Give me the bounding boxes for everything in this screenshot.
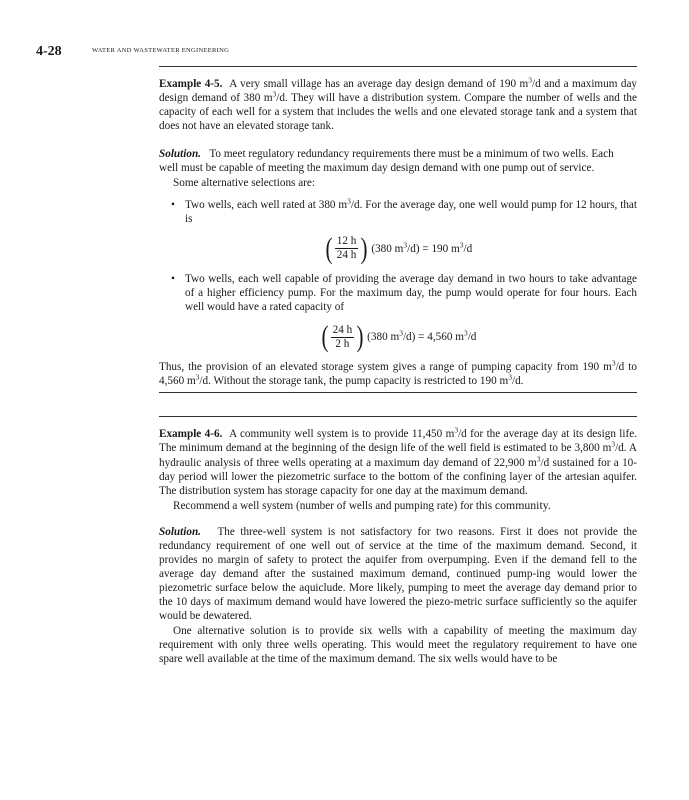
eq1-rest-a: (380 m bbox=[371, 242, 404, 255]
superscript: 3 bbox=[508, 372, 512, 382]
eq1-rest-b: /d) = 190 m bbox=[407, 242, 460, 255]
solution-4-5 bbox=[159, 147, 637, 388]
left-paren: ( bbox=[325, 231, 333, 265]
superscript: 3 bbox=[272, 89, 277, 99]
eq2-rest-a: (380 m bbox=[367, 331, 400, 344]
example-4-5-text-1: A very small village has an average day design demand of 190 m bbox=[229, 78, 529, 90]
fraction-1-numerator: 12 h bbox=[336, 235, 357, 248]
bullet-glyph: • bbox=[171, 198, 175, 211]
example-4-6-text-2: /d for the average day at its design life. The minimum demand at the beginning of the design life of the well field is estimated to be 3,800 m bbox=[159, 428, 637, 455]
example-4-6-statement bbox=[159, 427, 637, 497]
right-paren: ) bbox=[360, 231, 368, 265]
solution-4-6 bbox=[159, 525, 637, 666]
superscript: 3 bbox=[611, 358, 616, 368]
superscript: 3 bbox=[454, 425, 459, 435]
bullet-2-text: Two wells, each well capable of providing the average day demand in two hours to take advantage of a higher efficiency pump. For the maximum day, the pump would operate for four hours. Each well would have a rated capacity of bbox=[185, 272, 637, 314]
superscript: 3 bbox=[611, 439, 616, 449]
bullet-1-text-2: /d. For the average day, one well would pump for 12 hours, that is bbox=[185, 198, 637, 225]
example-4-6-text-4: /d sustained for a 10-day period will lower the piezometric surface to the bottom of the confining layer of the artesian aquifer. The distribution system has storage capacity for one day at the maximum demand. bbox=[159, 456, 637, 497]
conclusion-d: /d. bbox=[511, 375, 524, 388]
fraction-1-denominator: 24 h bbox=[336, 249, 357, 262]
example-4-6 bbox=[159, 417, 637, 513]
bullet-item-2 bbox=[159, 272, 637, 314]
superscript: 3 bbox=[403, 240, 408, 250]
example-4-5-text-3: /d. They will have a distribution system. Compare the number of wells and the capacity of each well for a system that includes the wells and one elevated storage tank and a system that does not have an elevated storage tank. bbox=[159, 92, 637, 133]
example-4-5-statement bbox=[159, 77, 637, 133]
equation-2 bbox=[159, 322, 637, 352]
eq2-rest-b: /d) = 4,560 m bbox=[402, 331, 464, 344]
fraction-1 bbox=[335, 235, 359, 262]
fraction-2 bbox=[331, 324, 355, 351]
solution-4-6-label: Solution. bbox=[159, 525, 201, 538]
example-4-5-text-2: /d and a maximum day design demand of 380 m bbox=[159, 78, 638, 105]
fraction-2-denominator: 2 h bbox=[335, 337, 350, 350]
superscript: 3 bbox=[463, 328, 468, 338]
superscript: 3 bbox=[459, 240, 464, 250]
superscript: 3 bbox=[536, 453, 541, 463]
equation-1-rest bbox=[371, 242, 472, 256]
solution-4-5-intro bbox=[159, 147, 629, 175]
solution-4-5-conclusion bbox=[159, 360, 637, 388]
fraction-2-numerator: 24 h bbox=[332, 323, 353, 336]
recommend-a: Recommend a well system (number of wells and pumping rate) for this bbox=[173, 499, 493, 512]
page-number: 4-28 bbox=[36, 44, 62, 59]
solution-4-6-paragraph-2: One alternative solution is to provide six wells with a capability of meeting the maximum day requirement with only three wells operating. This would meet the regulatory requirement to have one spare well available at the time of the maximum demand. The six wells would have to be bbox=[159, 624, 637, 665]
example-4-5 bbox=[159, 67, 637, 133]
solution-4-5-text: To meet regulatory redundancy requirements there must be a minimum of two wells. Each well must be capable of meeting the maximum day design demand with one pump out of service. bbox=[159, 148, 614, 175]
superscript: 3 bbox=[528, 75, 532, 85]
page-content bbox=[159, 66, 637, 666]
bullet-1-text-1: Two wells, each well rated at 380 m bbox=[185, 198, 348, 211]
solution-4-6-text-1: The three-well system is not satisfactory for two reasons. First it does not provide the redundancy requirement of one well out of service at the time of the maximum demand. Second, it provides no margin of safety to protect the aquifer from overpumping. Even if the demand fell to the average day demand after the sustained maximum demand, continued pump-ing would lower the piezometric surface below the aquiclude. More likely, pumping to meet the average day demand prior to the 10 days of maximum demand would have lowered the piezo-metric surface sufficiently so the aquifer would be dewatered. bbox=[159, 525, 637, 623]
equation-1 bbox=[159, 231, 637, 265]
right-paren: ) bbox=[356, 320, 364, 354]
conclusion-a: Thus, the provision of an elevated storage system gives a range of pumping capacity from 190 m bbox=[159, 361, 612, 374]
running-head: WATER AND WASTEWATER ENGINEERING bbox=[92, 47, 230, 54]
solution-4-5-label: Solution. bbox=[159, 148, 201, 161]
solution-4-6-paragraph-1 bbox=[159, 525, 637, 624]
example-4-5-label: Example 4-5. bbox=[159, 78, 223, 90]
recommend-b: community. bbox=[494, 497, 551, 512]
superscript: 3 bbox=[347, 195, 351, 205]
superscript: 3 bbox=[399, 328, 403, 338]
conclusion-b: /d to 4,560 m bbox=[159, 361, 637, 388]
example-4-6-label: Example 4-6. bbox=[159, 428, 223, 441]
example-4-6-recommend bbox=[159, 498, 637, 513]
conclusion-c: /d. Without the storage tank, the pump capacity is restricted to 190 m bbox=[199, 375, 509, 388]
alternatives-intro: Some alternative selections are: bbox=[173, 176, 315, 189]
example-4-6-text-1: A community well system is to provide 11,450 m bbox=[229, 428, 455, 441]
bullet-glyph: • bbox=[171, 272, 175, 285]
eq2-rest-c: /d bbox=[467, 331, 477, 344]
bullet-item-1 bbox=[159, 195, 637, 226]
superscript: 3 bbox=[195, 372, 200, 382]
eq1-rest-c: /d bbox=[463, 242, 473, 255]
example-4-6-text-3: /d. A hydraulic analysis of three wells operating at a maximum day demand of 22,900 m bbox=[159, 442, 637, 469]
left-paren: ( bbox=[321, 320, 329, 354]
equation-2-rest bbox=[367, 330, 476, 344]
